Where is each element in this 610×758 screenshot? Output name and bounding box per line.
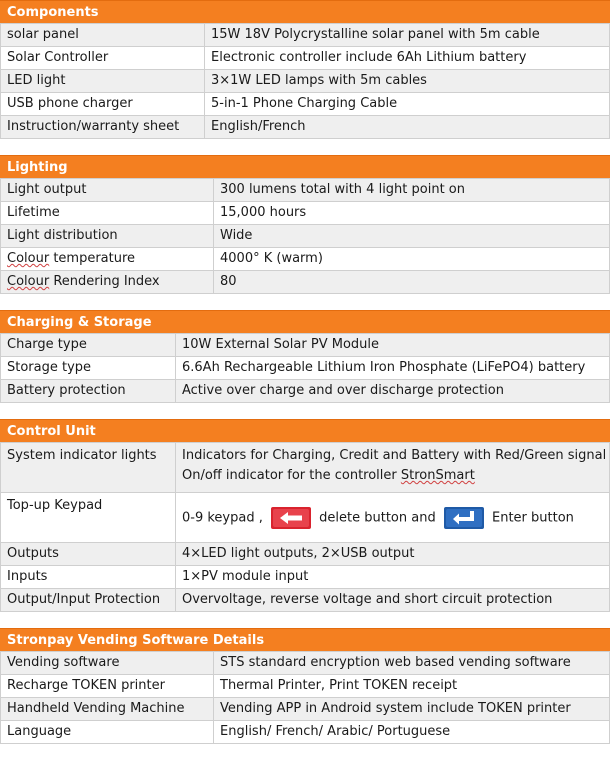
table-row — [1, 543, 610, 566]
indicator-line-1: Indicators for Charging, Credit and Battery with Red/Green signal — [182, 448, 607, 463]
table-row — [1, 271, 610, 294]
vending-section — [0, 628, 610, 744]
row-value: 15W 18V Polycrystalline solar panel with 5m cable — [205, 24, 610, 47]
indicator-line-2 — [182, 466, 609, 486]
components-table — [0, 23, 610, 139]
row-value: 300 lumens total with 4 light point on — [214, 179, 610, 202]
table-row — [1, 47, 610, 70]
table-row — [1, 24, 610, 47]
lighting-header: Lighting — [0, 155, 610, 178]
row-label: Vending software — [1, 652, 214, 675]
spellcheck-word: StronSmart — [400, 468, 475, 483]
row-label: Storage type — [1, 357, 176, 380]
row-value: 5-in-1 Phone Charging Cable — [205, 93, 610, 116]
row-label: Lifetime — [1, 202, 214, 225]
table-row — [1, 443, 610, 493]
row-label-rest: Rendering Index — [49, 274, 160, 289]
charging-section — [0, 310, 610, 403]
section-gap — [0, 403, 610, 419]
row-label: Light output — [1, 179, 214, 202]
row-value: STS standard encryption web based vending software — [214, 652, 610, 675]
section-gap — [0, 612, 610, 628]
table-row — [1, 380, 610, 403]
row-value: 15,000 hours — [214, 202, 610, 225]
row-label — [1, 271, 214, 294]
row-label: Recharge TOKEN printer — [1, 675, 214, 698]
table-row — [1, 357, 610, 380]
vending-header: Stronpay Vending Software Details — [0, 628, 610, 651]
table-row — [1, 93, 610, 116]
keypad-delete-text: delete button and — [319, 510, 436, 525]
table-row — [1, 652, 610, 675]
row-label: Language — [1, 721, 214, 744]
table-row — [1, 721, 610, 744]
row-value: Active over charge and over discharge protection — [176, 380, 610, 403]
row-value: Thermal Printer, Print TOKEN receipt — [214, 675, 610, 698]
vending-table — [0, 651, 610, 744]
row-label: USB phone charger — [1, 93, 205, 116]
row-value: 3×1W LED lamps with 5m cables — [205, 70, 610, 93]
table-row — [1, 179, 610, 202]
table-row — [1, 248, 610, 271]
charging-header: Charging & Storage — [0, 310, 610, 333]
row-value: 10W External Solar PV Module — [176, 334, 610, 357]
row-label: LED light — [1, 70, 205, 93]
row-label: Solar Controller — [1, 47, 205, 70]
row-value: Wide — [214, 225, 610, 248]
row-value: Vending APP in Android system include TOKEN printer — [214, 698, 610, 721]
spellcheck-word: Colour — [7, 251, 50, 266]
row-label: Outputs — [1, 543, 176, 566]
components-section — [0, 0, 610, 139]
table-row — [1, 493, 610, 543]
table-row — [1, 70, 610, 93]
table-row — [1, 589, 610, 612]
charging-table — [0, 333, 610, 403]
table-row — [1, 675, 610, 698]
row-label: Light distribution — [1, 225, 214, 248]
table-row — [1, 698, 610, 721]
delete-key-icon — [271, 507, 311, 529]
row-label: Output/Input Protection — [1, 589, 176, 612]
row-value: English/French — [205, 116, 610, 139]
row-value: 80 — [214, 271, 610, 294]
row-label: solar panel — [1, 24, 205, 47]
row-value — [176, 443, 610, 493]
lighting-table — [0, 178, 610, 294]
row-label: Charge type — [1, 334, 176, 357]
table-row — [1, 202, 610, 225]
row-label-rest: temperature — [49, 251, 136, 266]
row-value: 6.6Ah Rechargeable Lithium Iron Phosphate (LiFePO4) battery — [176, 357, 610, 380]
row-label: Instruction/warranty sheet — [1, 116, 205, 139]
row-value: 4000° K (warm) — [214, 248, 610, 271]
keypad-enter-text: Enter button — [491, 510, 574, 525]
indicator-line-2-text: On/off indicator for the controller — [182, 468, 401, 483]
row-value: 1×PV module input — [176, 566, 610, 589]
control-section — [0, 419, 610, 612]
control-header: Control Unit — [0, 419, 610, 442]
components-header: Components — [0, 0, 610, 23]
row-label: Top-up Keypad — [1, 493, 176, 543]
row-label: Battery protection — [1, 380, 176, 403]
table-row — [1, 116, 610, 139]
row-label: Handheld Vending Machine — [1, 698, 214, 721]
row-label: System indicator lights — [1, 443, 176, 493]
table-row — [1, 225, 610, 248]
keypad-text: 0-9 keypad , — [182, 510, 263, 525]
row-value: Electronic controller include 6Ah Lithium battery — [205, 47, 610, 70]
row-label — [1, 248, 214, 271]
section-gap — [0, 139, 610, 155]
section-gap — [0, 294, 610, 310]
spellcheck-word: Colour — [7, 274, 50, 289]
row-value — [176, 493, 610, 543]
enter-key-icon — [444, 507, 484, 529]
row-value: 4×LED light outputs, 2×USB output — [176, 543, 610, 566]
control-table — [0, 442, 610, 612]
row-label: Inputs — [1, 566, 176, 589]
lighting-section — [0, 155, 610, 294]
table-row — [1, 566, 610, 589]
row-value: Overvoltage, reverse voltage and short circuit protection — [176, 589, 610, 612]
row-value: English/ French/ Arabic/ Portuguese — [214, 721, 610, 744]
table-row — [1, 334, 610, 357]
